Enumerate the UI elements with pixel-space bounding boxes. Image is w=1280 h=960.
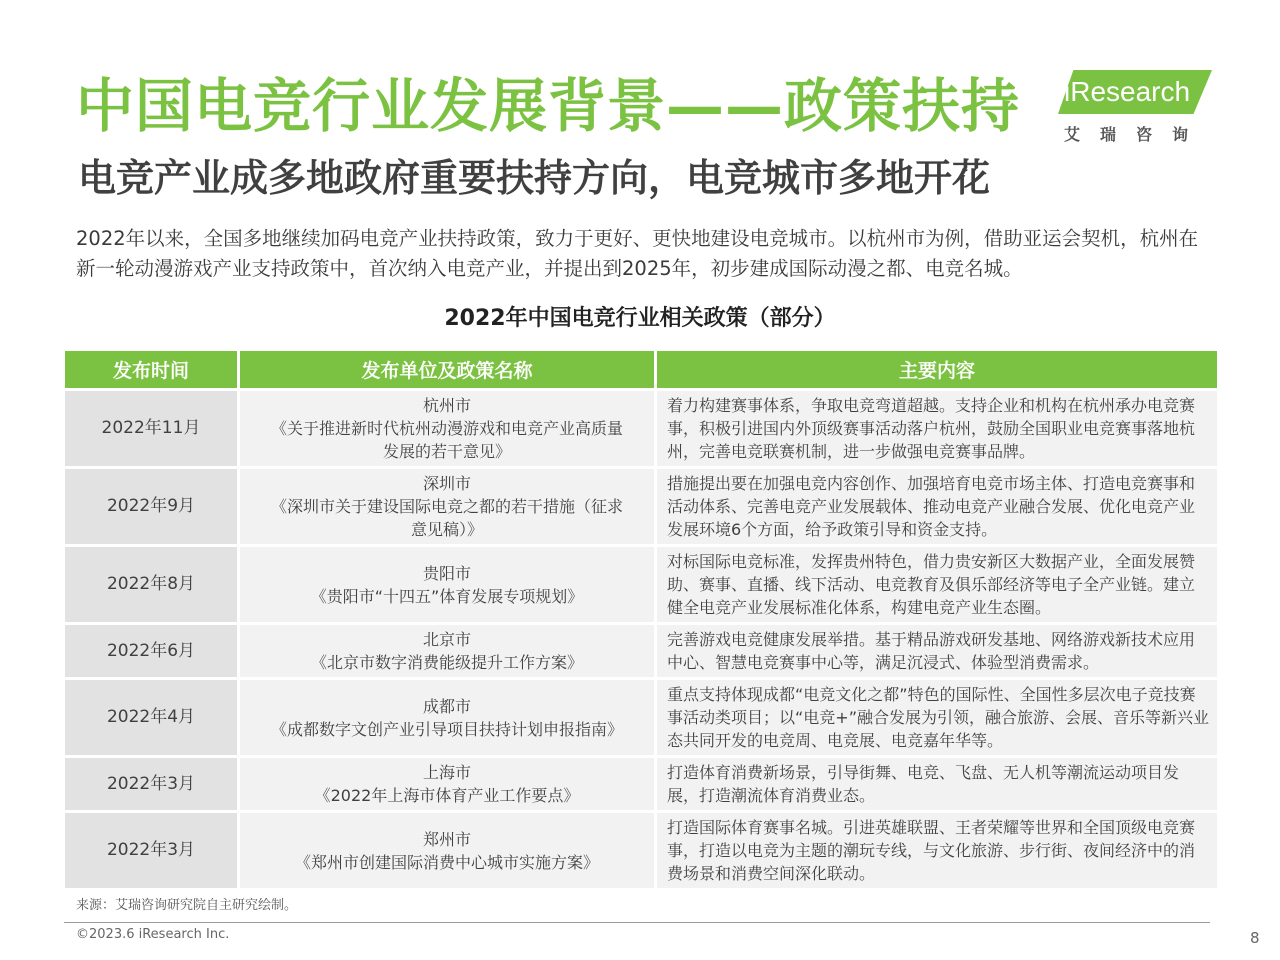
- table-row: [65, 758, 1217, 810]
- header-date: 发布时间: [65, 351, 237, 388]
- row-agency-policy: [240, 625, 654, 677]
- copyright: ©2023.6 iResearch Inc.: [76, 927, 230, 942]
- row-content: 措施提出要在加强电竞内容创作、加强培育电竞市场主体、打造电竞赛事和活动体系、完善电竞产业发展载体、推动电竞产业融合发展、优化电竞产业发展环境6个方面，给予政策引导和资金支持。: [657, 469, 1217, 544]
- table-row: [65, 547, 1217, 622]
- row-content: 完善游戏电竞健康发展举措。基于精品游戏研发基地、网络游戏新技术应用中心、智慧电竞赛事中心等，满足沉浸式、体验型消费需求。: [657, 625, 1217, 677]
- row-agency-policy: [240, 391, 654, 466]
- row-agency: 上海市: [422, 763, 471, 782]
- row-agency: 成都市: [422, 696, 471, 716]
- page-subtitle: 电竞产业成多地政府重要扶持方向，电竞城市多地开花: [78, 156, 991, 200]
- row-agency: 郑州市: [422, 829, 471, 849]
- row-agency: 杭州市: [422, 396, 471, 415]
- row-agency: 深圳市: [422, 474, 471, 493]
- table-title: 2022年中国电竞行业相关政策（部分）: [444, 306, 836, 331]
- row-date: 2022年9月: [65, 469, 237, 544]
- row-agency-policy: [240, 758, 654, 810]
- table-header-row: [65, 351, 1217, 388]
- row-date: 2022年6月: [65, 625, 237, 677]
- header-content: 主要内容: [657, 351, 1217, 388]
- row-date: 2022年3月: [65, 813, 237, 888]
- logo-subtitle: 艾瑞咨询: [1064, 125, 1209, 144]
- row-content: 重点支持体现成都“电竞文化之都”特色的国际性、全国性多层次电子竞技赛事活动类项目；以“电竞+”融合发展为引领，融合旅游、会展、音乐等新兴业态共同开发的电竞周、电竞展、电竞嘉年华等。: [657, 680, 1217, 755]
- table-row: [65, 625, 1217, 677]
- table-row: [65, 813, 1217, 888]
- row-policy: 《郑州市创建国际消费中心城市实施方案》: [294, 852, 599, 872]
- row-policy: 《关于推进新时代杭州动漫游戏和电竞产业高质量发展的若干意见》: [270, 419, 623, 461]
- table-row: [65, 469, 1217, 544]
- row-agency-policy: [240, 547, 654, 622]
- table-row: [65, 680, 1217, 755]
- row-date: 2022年8月: [65, 547, 237, 622]
- table-row: [65, 391, 1217, 466]
- row-agency-policy: [240, 813, 654, 888]
- footer-divider: [64, 922, 1210, 923]
- row-date: 2022年3月: [65, 758, 237, 810]
- row-content: 对标国际电竞标准，发挥贵州特色，借力贵安新区大数据产业，全面发展赞助、赛事、直播、线下活动、电竞教育及俱乐部经济等电子全产业链。建立健全电竞产业发展标准化体系，构建电竞产业生态圈。: [657, 547, 1217, 622]
- row-date: 2022年11月: [65, 391, 237, 466]
- row-policy: 《北京市数字消费能级提升工作方案》: [310, 653, 583, 672]
- row-policy: 《贵阳市“十四五”体育发展专项规划》: [310, 586, 584, 606]
- row-agency-policy: [240, 680, 654, 755]
- policy-table: [62, 348, 1220, 891]
- page-title: 中国电竞行业发展背景——政策扶持: [76, 72, 1021, 140]
- source-note: 来源：艾瑞咨询研究院自主研究绘制。: [76, 898, 298, 913]
- row-date: 2022年4月: [65, 680, 237, 755]
- row-agency: 贵阳市: [422, 563, 471, 583]
- logo-text: iResearch: [1064, 76, 1191, 107]
- row-content: 打造国际体育赛事名城。引进英雄联盟、王者荣耀等世界和全国顶级电竞赛事，打造以电竞为主题的潮玩专线，与文化旅游、步行街、夜间经济中的消费场景和消费空间深化联动。: [657, 813, 1217, 888]
- row-agency-policy: [240, 469, 654, 544]
- row-policy: 《深圳市关于建设国际电竞之都的若干措施（征求意见稿）》: [270, 497, 623, 539]
- page-number: 8: [1250, 929, 1260, 947]
- intro-paragraph: 2022年以来，全国多地继续加码电竞产业扶持政策，致力于更好、更快地建设电竞城市。以杭州市为例，借助亚运会契机，杭州在新一轮动漫游戏产业支持政策中，首次纳入电竞产业，并提出到2025年，初步建成国际动漫之都、电竞名城。: [76, 227, 1199, 280]
- row-content: 打造体育消费新场景，引导街舞、电竞、飞盘、无人机等潮流运动项目发展，打造潮流体育消费业态。: [657, 758, 1217, 810]
- row-policy: 《2022年上海市体育产业工作要点》: [314, 786, 580, 805]
- row-policy: 《成都数字文创产业引导项目扶持计划申报指南》: [270, 719, 623, 739]
- row-content: 着力构建赛事体系，争取电竞弯道超越。支持企业和机构在杭州承办电竞赛事，积极引进国内外顶级赛事活动落户杭州，鼓励全国职业电竞赛事落地杭州，完善电竞联赛机制，进一步做强电竞赛事品牌。: [657, 391, 1217, 466]
- row-agency: 北京市: [422, 630, 471, 649]
- header-agency-policy: 发布单位及政策名称: [240, 351, 654, 388]
- iresearch-logo: [1058, 66, 1218, 146]
